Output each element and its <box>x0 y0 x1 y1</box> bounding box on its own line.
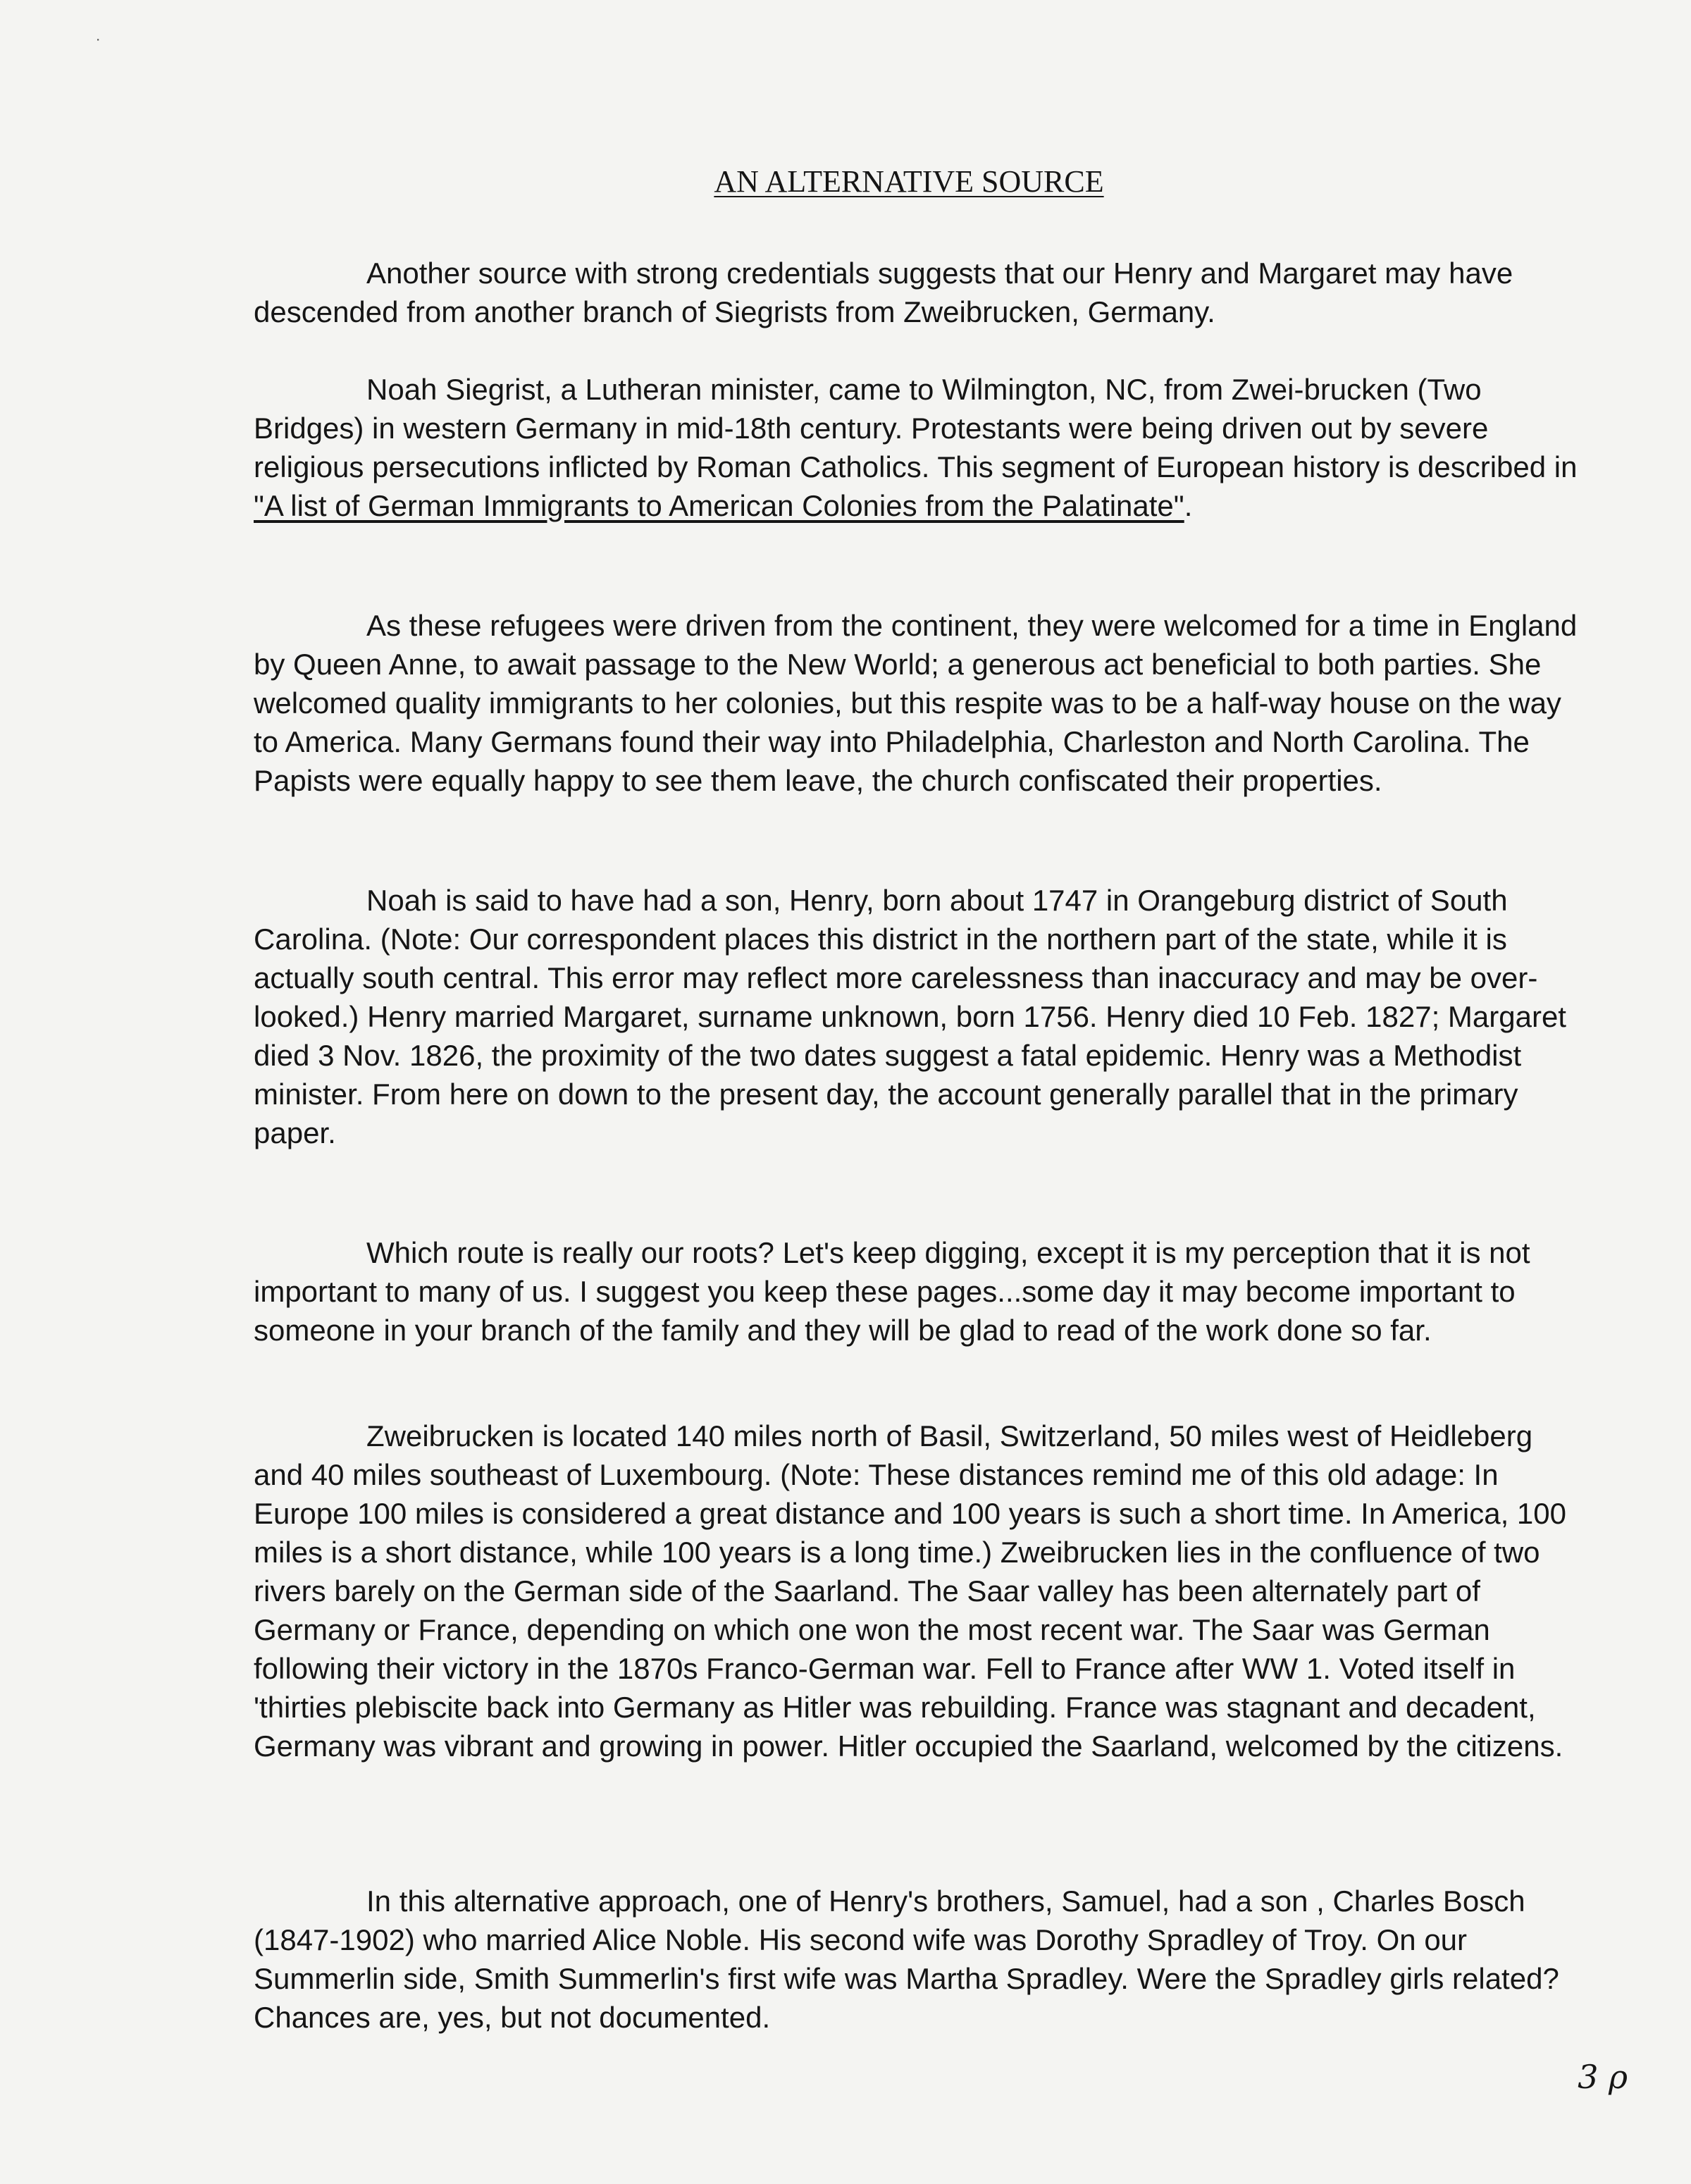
paragraph-3: As these refugees were driven from the continent, they were welcomed for a time in England by Queen Anne, to await passage to the New World; a generous act beneficial to both parties. She welcomed quality immigrants to her colonies, but this respite was to be a half-way house on the way to America. Many Germans found their way into Philadelphia, Charleston and North Carolina. The Papists were equally happy to see them leave, the church confiscated their properties. <box>254 609 1578 797</box>
paragraph-2-text: Noah Siegrist, a Lutheran minister, came to Wilmington, NC, from Zwei-brucken (Two Bridges) in western Germany in mid-18th century. Protestants were being driven out by severe religious persecutions inflicted by Roman Catholics. This segment of European history is described in <box>254 373 1578 483</box>
paragraph-5: Which route is really our roots? Let's keep digging, except it is my perception that it is not important to many of us. I suggest you keep these pages...some day it may become important to someone in your branch of the family and they will be glad to read of the work done so far. <box>254 1236 1530 1347</box>
paragraph-2 <box>254 370 1578 525</box>
stray-mark: ˙ <box>96 35 102 56</box>
paragraph-6: Zweibrucken is located 140 miles north of Basil, Switzerland, 50 miles west of Heidleberg and 40 miles southeast of Luxembourg. (Note: These distances remind me of this old adage: In Europe 100 miles is considered a great distance and 100 years is such a short time. In America, 100 miles is a short distance, while 100 years is a long time.) Zweibrucken lies in the confluence of two rivers barely on the German side of the Saarland. The Saar valley has been alternately part of Germany or France, depending on which one won the most recent war. The Saar was German following their victory in the 1870s Franco-German war. Fell to France after WW 1. Voted itself in 'thirties plebiscite back into Germany as Hitler was rebuilding. France was stagnant and decadent, Germany was vibrant and growing in power. Hitler occupied the Saarland, welcomed by the citizens. <box>254 1419 1567 1763</box>
paragraph-2-end: . <box>1184 489 1193 522</box>
paragraph-7: In this alternative approach, one of Henry's brothers, Samuel, had a son , Charles Bosch (1847-1902) who married Alice Noble. His second wife was Dorothy Spradley of Troy. On our Summerlin side, Smith Summerlin's first wife was Martha Spradley. Were the Spradley girls related? Chances are, yes, but not documented. <box>254 1884 1559 2034</box>
page-number: 3 ρ <box>1578 2058 1628 2096</box>
paragraph-4: Noah is said to have had a son, Henry, born about 1747 in Orangeburg district of South Carolina. (Note: Our correspondent places this district in the northern part of the state, while it is actually south central. This error may reflect more carelessness than inaccuracy and may be over-looked.) Henry married Margaret, surname unknown, born 1756. Henry died 10 Feb. 1827; Margaret died 3 Nov. 1826, the proximity of the two dates suggest a fatal epidemic. Henry was a Methodist minister. From here on down to the present day, the account generally parallel that in the primary paper. <box>254 884 1566 1149</box>
paragraph-1: Another source with strong credentials suggests that our Henry and Margaret may have descended from another branch of Siegrists from Zweibrucken, Germany. <box>254 257 1513 328</box>
citation-link: "A list of German Immigrants to American Colonies from the Palatinate" <box>254 489 1184 522</box>
page-title: AN ALTERNATIVE SOURCE <box>714 164 1104 199</box>
